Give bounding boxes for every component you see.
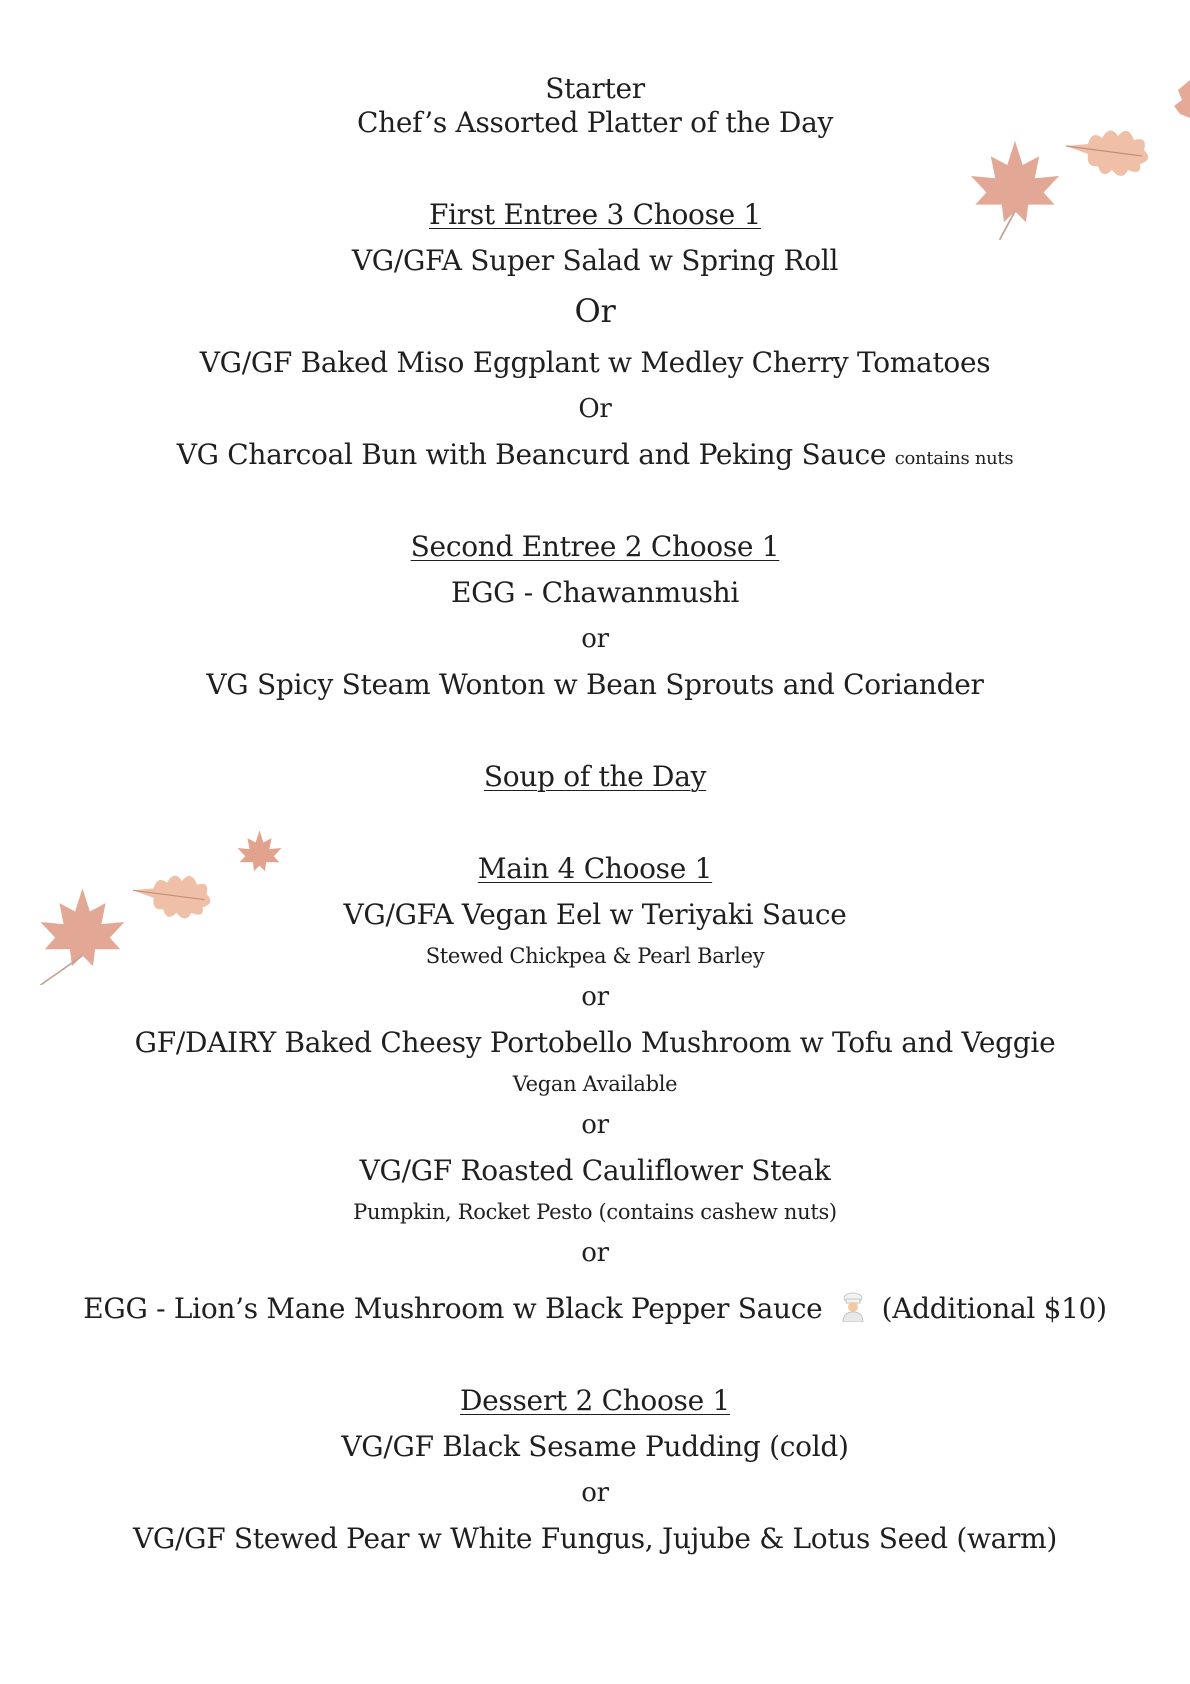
contains-nuts-note: contains nuts (894, 448, 1014, 469)
main-item-2: GF/DAIRY Baked Cheesy Portobello Mushroom w Tofu and Veggie (134, 1026, 1056, 1059)
second-entree-item-2: VG Spicy Steam Wonton w Bean Sprouts and Coriander (206, 668, 984, 701)
starter-item: Chef’s Assorted Platter of the Day (357, 106, 833, 139)
chef-icon (839, 1292, 867, 1322)
dessert-item-1: VG/GF Black Sesame Pudding (cold) (341, 1430, 849, 1463)
main-item-2-detail: Vegan Available (512, 1072, 678, 1096)
main-separator-2: or (581, 1110, 609, 1140)
dessert-heading: Dessert 2 Choose 1 (459, 1384, 730, 1417)
maple-leaf-icon (30, 880, 135, 985)
second-entree-item-1: EGG - Chawanmushi (450, 576, 740, 609)
first-entree-item-2: VG/GF Baked Miso Eggplant w Medley Cherry Tomatoes (199, 346, 991, 379)
second-entree-heading: Second Entree 2 Choose 1 (410, 530, 780, 563)
soup-heading: Soup of the Day (483, 760, 707, 793)
main-item-4: EGG - Lion’s Mane Mushroom w Black Pepper Sauce (83, 1292, 823, 1325)
main-separator-3: or (581, 1238, 609, 1268)
first-entree-separator-1: Or (574, 292, 616, 330)
first-entree-heading: First Entree 3 Choose 1 (428, 198, 762, 231)
main-heading: Main 4 Choose 1 (477, 852, 713, 885)
main-item-4-extra: (Additional $10) (881, 1292, 1107, 1325)
dessert-separator: or (581, 1478, 609, 1508)
first-entree-separator-2: Or (578, 394, 612, 424)
first-entree-item-3: VG Charcoal Bun with Beancurd and Peking Sauce (176, 438, 887, 471)
second-entree-separator: or (581, 624, 609, 654)
main-item-3-detail: Pumpkin, Rocket Pesto (contains cashew nuts) (353, 1200, 837, 1224)
main-item-1: VG/GFA Vegan Eel w Teriyaki Sauce (343, 898, 847, 931)
dessert-item-2: VG/GF Stewed Pear w White Fungus, Jujube & Lotus Seed (warm) (133, 1522, 1057, 1555)
main-separator-1: or (581, 982, 609, 1012)
main-item-4-row (0, 1292, 1190, 1325)
first-entree-item-3-row (0, 438, 1190, 471)
main-item-1-detail: Stewed Chickpea & Pearl Barley (425, 944, 765, 968)
first-entree-item-1: VG/GFA Super Salad w Spring Roll (351, 244, 839, 277)
main-item-3: VG/GF Roasted Cauliflower Steak (359, 1154, 831, 1187)
starter-heading: Starter (545, 72, 645, 105)
